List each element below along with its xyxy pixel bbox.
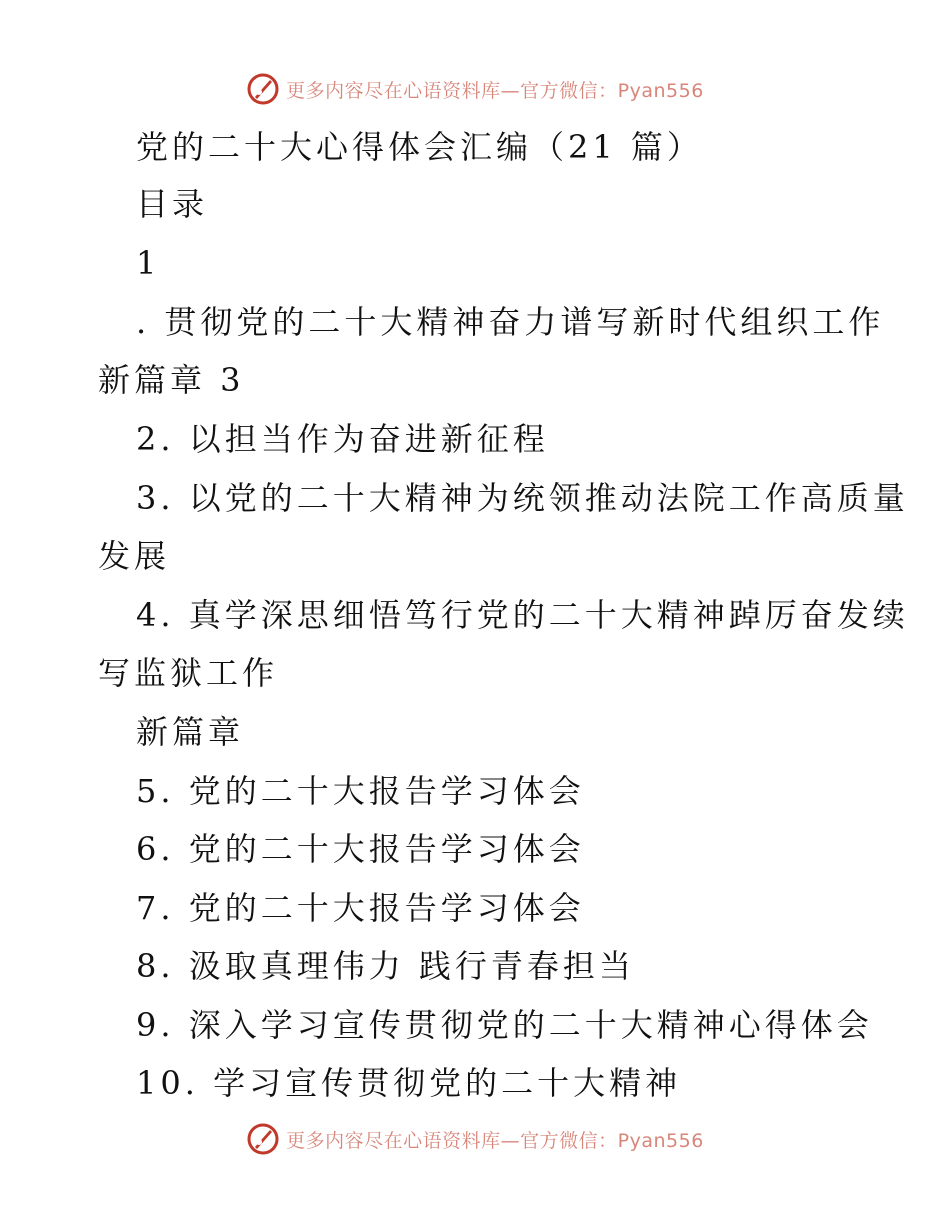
toc-line: 10. 学习宣传贯彻党的二十大精神 — [136, 1064, 682, 1102]
toc-line: 8. 汲取真理伟力 践行青春担当 — [136, 947, 635, 985]
toc-line: 新篇章 — [136, 713, 245, 751]
quill-logo-icon — [246, 72, 280, 106]
banner-text: 更多内容尽在心语资料库—官方微信：Pyan556 — [286, 79, 704, 102]
toc-line: 5. 党的二十大报告学习体会 — [136, 772, 585, 810]
toc-line: 9. 深入学习宣传贯彻党的二十大精神心得体会 — [136, 1006, 873, 1044]
toc-line: 6. 党的二十大报告学习体会 — [136, 830, 585, 868]
toc-line: 4. 真学深思细悟笃行党的二十大精神踔厉奋发续 — [136, 596, 909, 634]
toc-line: 1 — [136, 244, 161, 282]
banner-text: 更多内容尽在心语资料库—官方微信：Pyan556 — [286, 1129, 704, 1152]
quill-logo-icon — [246, 1122, 280, 1156]
toc-heading: 目录 — [136, 185, 209, 223]
toc-line: . 贯彻党的二十大精神奋力谱写新时代组织工作 — [136, 303, 885, 341]
toc-line: 写监狱工作 — [98, 654, 279, 692]
toc-line: 新篇章 3 — [98, 361, 245, 399]
header-banner — [0, 72, 950, 106]
toc-line: 3. 以党的二十大精神为统领推动法院工作高质量 — [136, 479, 909, 517]
toc-line: 7. 党的二十大报告学习体会 — [136, 889, 585, 927]
footer-banner — [0, 1122, 950, 1156]
toc-line: 发展 — [98, 537, 171, 575]
toc-line: 2. 以担当作为奋进新征程 — [136, 420, 549, 458]
document-title: 党的二十大心得体会汇编（21 篇） — [136, 128, 703, 166]
